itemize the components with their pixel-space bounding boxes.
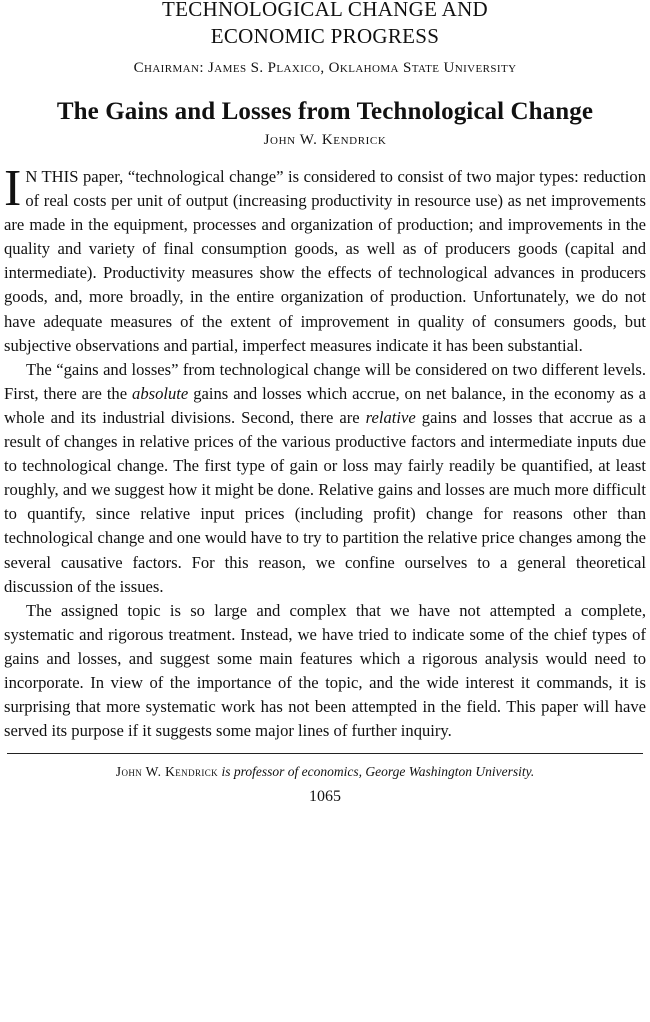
paragraph-2-text-c: gains and losses that accrue as a result of changes in relative prices of the various productive factors and intermediate inputs due to technological change. The first type of gain or loss may fairly readily be quantified, at least roughly, and we suggest how it might be done. Relative gains and losses are much more difficult to quantify, since relative input prices (including profit) change for reasons other than technological change and one would have to try to partition the relative price changes among the several causative factors. For this reason, we confine ourselves to a general theoretical discussion of the issues.: [4, 407, 646, 596]
footnote-divider: [7, 753, 643, 754]
paragraph-2-text-a: The “gains and losses” from technological change will be considered on two different levels. First, there are the: [4, 359, 646, 403]
paper-author: John W. Kendrick: [263, 132, 387, 148]
footnote-author-name: John W. Kendrick: [115, 764, 219, 780]
footnote-affiliation: is professor of economics, George Washington University.: [218, 764, 535, 780]
session-title-line-2: ECONOMIC PROGRESS: [210, 24, 440, 48]
article-body: [4, 160, 646, 743]
paragraph-2-text-b: gains and losses which accrue, on net balance, in the economy as a whole and its industrial divisions. Second, there are: [4, 383, 646, 427]
paragraph-2: [4, 358, 646, 599]
emphasis-relative: relative: [365, 407, 416, 427]
drop-cap: I: [4, 160, 22, 217]
session-header: [4, 0, 646, 77]
session-chairman: Chairman: James S. Plaxico, Oklahoma State University: [133, 60, 517, 76]
author-footnote: [4, 764, 646, 780]
session-title-line-1: TECHNOLOGICAL CHANGE AND: [161, 0, 489, 21]
paper-title: The Gains and Losses from Technological Change: [56, 98, 594, 125]
session-title: [4, 0, 646, 50]
paragraph-3: The assigned topic is so large and complex that we have not attempted a complete, systematic and rigorous treatment. Instead, we have tried to indicate some of the chief types of gains and losses, and suggest some main features which a rigorous analysis would need to incorporate. In view of the importance of the topic, and the wide interest it commands, it is surprising that more systematic work has not been attempted in the field. This paper will have served its purpose if it suggests some major lines of further inquiry.: [4, 600, 646, 741]
paragraph-1-text: N THIS paper, “technological change” is considered to consist of two major types: reduction of real costs per unit of output (increasing productivity in resource use) as net improvements are made in the equipment, processes and organization of production; and improvements in the quality and variety of final consumption goods, as well as of producers goods (capital and intermediate). Productivity measures show the effects of technological advances in producers goods, and, more broadly, in the entire organization of production. Unfortunately, we do not have adequate measures of the extent of improvement in quality of consumers goods, but subjective observations and partial, imperfect measures indicate it has been substantial.: [4, 167, 646, 355]
paragraph-1: [4, 160, 646, 358]
emphasis-absolute: absolute: [132, 383, 189, 403]
page-number: 1065: [309, 788, 341, 806]
